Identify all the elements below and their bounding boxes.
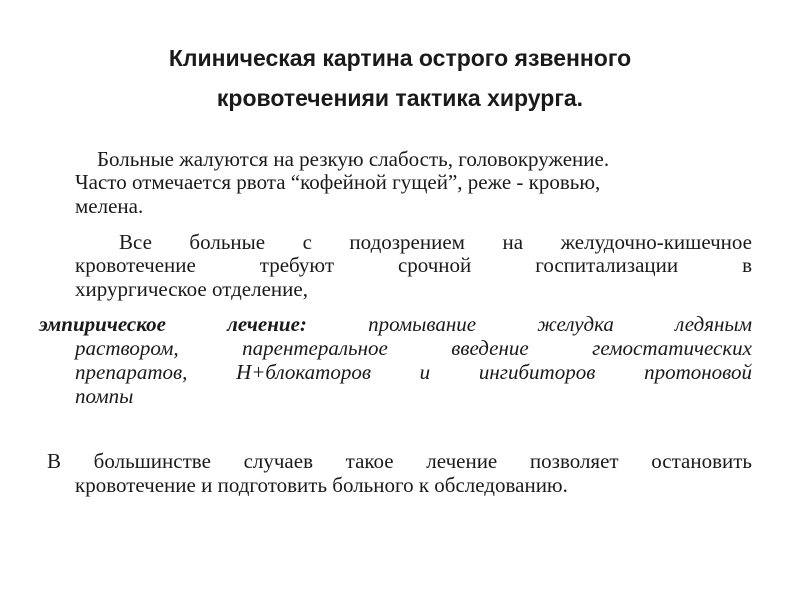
paragraph-4-line: кровотечение и подготовить больного к обследованию.	[75, 473, 568, 497]
paragraph-3-first-line	[39, 313, 752, 335]
empirical-treatment-label: эмпирическое лечение:	[39, 312, 307, 336]
paragraph-3-line: раствором, парентеральное введение гемостатических	[75, 336, 752, 360]
paragraph-1-line: Часто отмечается рвота “кофейной гущей”, реже - кровью,	[75, 170, 601, 194]
paragraph-2-line: кровотечение требуют срочной госпитализации в	[75, 253, 752, 277]
paragraph-3-line: помпы	[75, 384, 134, 408]
paragraph-1-line: Больные жалуются на резкую слабость, головокружение.	[97, 147, 610, 171]
title-line: кровотечения​и тактика хирурга.	[216, 85, 584, 111]
paragraph-3-line: препаратов, Н+блокаторов и ингибиторов протоновой	[75, 360, 752, 384]
slide-title	[60, 38, 740, 118]
paragraph-2-line: Все больные с подозрением на желудочно-кишечное	[119, 230, 752, 254]
paragraph-4-line: В большинстве случаев такое лечение позволяет остановить	[47, 449, 752, 473]
title-line: Клиническая картина острого язвенного	[168, 45, 632, 71]
paragraph-1-line: мелена.	[75, 194, 144, 218]
paragraph-3-first-line-rest: промывание желудка ледяным	[368, 312, 752, 336]
paragraph-2-line: хирургическое отделение,	[75, 277, 308, 301]
